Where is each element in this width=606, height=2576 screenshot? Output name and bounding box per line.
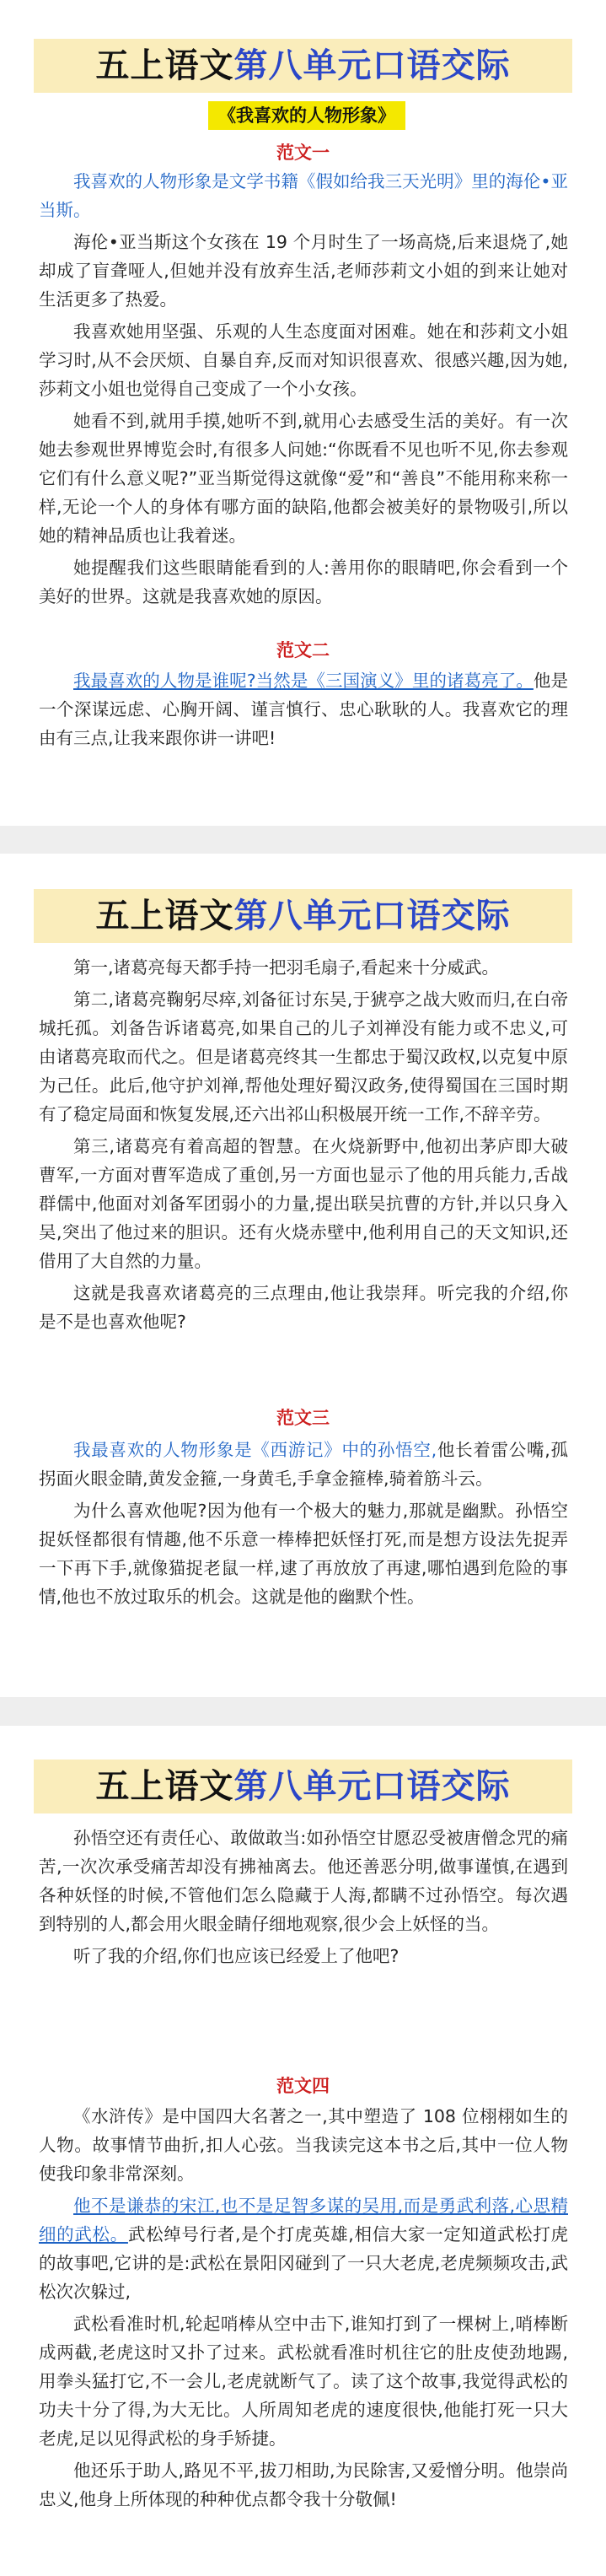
- sample-4-para-3: 武松看准时机,轮起哨棒从空中击下,谁知打到了一棵树上,哨棒断成两截,老虎这时又扑了过来。武松就看准时机往它的肚皮使劲地踢,用拳头猛打它,不一会儿,老虎就断气了。读了这个故事,我觉得武松的功夫十分了得,为大无比。人所周知老虎的速度很快,他能打死一只大老虎,足以见得武松的身手矫捷。: [39, 2314, 568, 2449]
- sample-1-para-2: 海伦•亚当斯这个女孩在 19 个月时生了一场高烧,后来退烧了,她却成了盲聋哑人,但她并没有放弃生活,老师莎莉文小姐的到来让她对生活更多了热爱。: [39, 232, 568, 310]
- sample-2-para-2: 第一,诸葛亮每天都手持一把羽毛扇子,看起来十分威武。: [73, 957, 500, 978]
- sample-1-para-5: 她提醒我们这些眼睛能看到的人:善用你的眼睛吧,你会看到一个美好的世界。这就是我喜欢她的原因。: [39, 558, 568, 606]
- sample-3-body: [39, 1436, 568, 1614]
- sample-3-para-1-tail: 他长着雷公嘴,孤拐面火眼金睛,黄发金箍,一身黄毛,手拿金箍棒,骑着筋斗云。: [39, 1440, 568, 1489]
- page-3: [0, 1726, 606, 2576]
- sample-4-para-2: [39, 2191, 568, 2306]
- page-title-banner: [34, 1760, 572, 1813]
- sample-3-highlight: 我最喜欢的人物形象是《西游记》中的孙悟空,: [73, 1440, 437, 1460]
- title-unit: 第八单元口语交际: [233, 1767, 511, 1806]
- sample-2-intro: [39, 666, 568, 756]
- sample-4-body: [39, 2102, 568, 2517]
- sample-1-para-4: 她看不到,就用手摸,她听不到,就用心去感受生活的美好。有一次她去参观世界博览会时,有很多人问她:“你既看不见也听不见,你去参观它们有什么意义呢?”亚当斯觉得这就像“爱”和“善良”不能用称来称一样,无论一个人的身体有哪方面的缺陷,他都会被美好的景物吸引,所以她的精神品质也让我着迷。: [39, 411, 568, 546]
- sample-2-para-4: 第三,诸葛亮有着高超的智慧。在火烧新野中,他初出茅庐即大破曹军,一方面对曹军造成了重创,另一方面也显示了他的用兵能力,舌战群儒中,他面对刘备军团弱小的力量,提出联吴抗曹的方针,并以只身入吴,突出了他过来的胆识。还有火烧赤壁中,他利用自己的天文知识,还借用了大自然的力量。: [39, 1136, 568, 1271]
- sample-4-heading: 范文四: [276, 2076, 330, 2096]
- sample-3-para-4: 听了我的介绍,你们也应该已经爱上了他吧?: [73, 1946, 400, 1966]
- page-title-banner: [34, 39, 572, 93]
- sample-3-heading: 范文三: [276, 1408, 330, 1428]
- sample-2-para-1: [39, 666, 568, 752]
- page-2: [0, 854, 606, 1697]
- page-1: [0, 0, 606, 827]
- sample-1-body: [39, 167, 568, 614]
- title-unit: 第八单元口语交际: [233, 897, 511, 935]
- sample-3-continued: [39, 1824, 568, 1974]
- page-separator: [0, 826, 606, 854]
- sample-4-highlight: 他不是谦恭的宋江,也不是足智多谋的吴用,而是勇武利落,心思精细的武松。: [39, 2196, 568, 2245]
- sample-1-para-3: 我喜欢她用坚强、乐观的人生态度面对困难。她在和莎莉文小姐学习时,从不会厌烦、自暴自弃,反而对知识很喜欢、很感兴趣,因为她,莎莉文小姐也觉得自己变成了一个小女孩。: [39, 321, 568, 399]
- sample-3-para-1: [39, 1436, 568, 1493]
- sample-3-para-2: 为什么喜欢他呢?因为他有一个极大的魅力,那就是幽默。孙悟空捉妖怪都很有情趣,他不乐意一棒棒把妖怪打死,而是想方设法先捉弄一下再下手,就像猫捉老鼠一样,逮了再放放了再逮,哪怕遇到危险的事情,他也不放过取乐的机会。这就是他的幽默个性。: [39, 1501, 568, 1607]
- sample-1-para-1: 我喜欢的人物形象是文学书籍《假如给我三天光明》里的海伦•亚当斯。: [39, 171, 568, 220]
- topic-subtitle: 《我喜欢的人物形象》: [208, 101, 405, 130]
- sample-4-para-4: 他还乐于助人,路见不平,拔刀相助,为民除害,又爱憎分明。他崇尚忠义,他身上所体现的种种优点都令我十分敬佩!: [39, 2460, 568, 2509]
- sample-2-heading: 范文二: [276, 640, 330, 660]
- sample-4-para-2-tail: 武松绰号行者,是个打虎英雄,相信大家一定知道武松打虎的故事吧,它讲的是:武松在景阳冈碰到了一只大老虎,老虎频频攻击,武松次次躲过,: [39, 2224, 569, 2302]
- sample-2-body: [39, 953, 568, 1339]
- title-grade: 五上语文: [95, 1767, 234, 1806]
- sample-4-para-1: 《水浒传》是中国四大名著之一,其中塑造了 108 位栩栩如生的人物。故事情节曲折,扣人心弦。当我读完这本书之后,其中一位人物使我印象非常深刻。: [39, 2106, 568, 2184]
- page-separator: [0, 1697, 606, 1726]
- sample-2-para-1-tail: 他是一个深谋远虑、心胸开阔、谨言慎行、忠心耿耿的人。我喜欢它的理由有三点,让我来跟你讲一讲吧!: [39, 671, 568, 748]
- sample-2-para-3: 第二,诸葛亮鞠躬尽瘁,刘备征讨东吴,于猇亭之战大败而归,在白帝城托孤。刘备告诉诸葛亮,如果自己的儿子刘禅没有能力或不忠义,可由诸葛亮取而代之。但是诸葛亮终其一生都忠于蜀汉政权,以克复中原为己任。此后,他守护刘禅,帮他处理好蜀汉政务,使得蜀国在三国时期有了稳定局面和恢复发展,还六出祁山积极展开统一工作,不辞辛劳。: [39, 989, 568, 1124]
- title-grade: 五上语文: [95, 46, 234, 85]
- sample-1-heading: 范文一: [276, 143, 330, 163]
- page-title-banner: [34, 889, 572, 943]
- sample-2-highlight: 我最喜欢的人物是谁呢?当然是《三国演义》里的诸葛亮了。: [73, 671, 534, 691]
- sample-3-para-3: 孙悟空还有责任心、敢做敢当:如孙悟空甘愿忍受被唐僧念咒的痛苦,一次次承受痛苦却没有拂袖离去。他还善恶分明,做事谨慎,在遇到各种妖怪的时候,不管他们怎么隐藏于人海,都瞒不过孙悟空。每次遇到特别的人,都会用火眼金睛仔细地观察,很少会上妖怪的当。: [39, 1828, 568, 1934]
- sample-2-para-5: 这就是我喜欢诸葛亮的三点理由,他让我崇拜。听完我的介绍,你是不是也喜欢他呢?: [39, 1283, 568, 1332]
- title-grade: 五上语文: [95, 897, 234, 935]
- title-unit: 第八单元口语交际: [233, 46, 511, 85]
